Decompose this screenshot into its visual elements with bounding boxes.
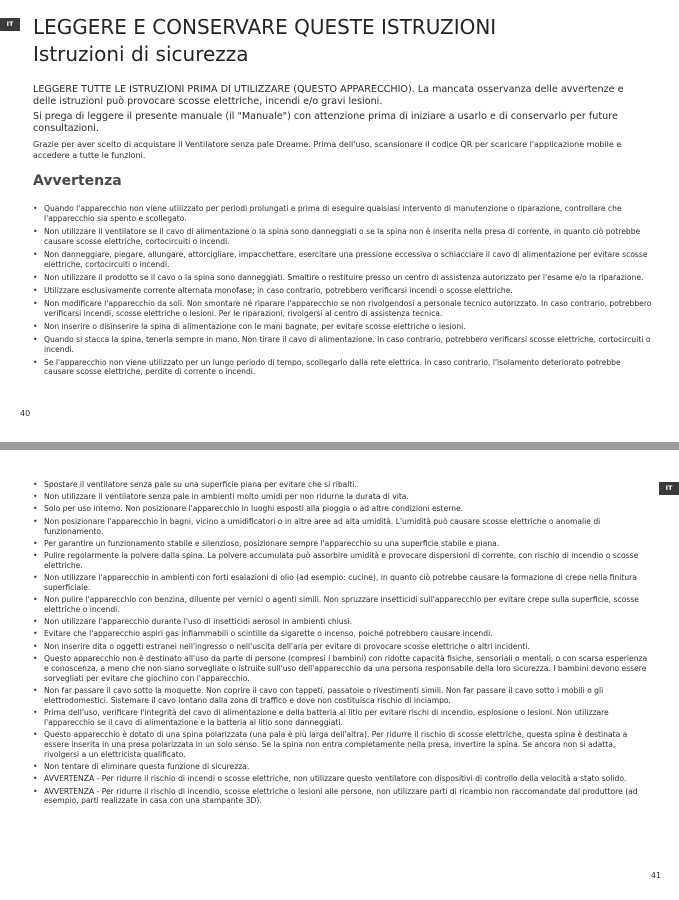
list-item: • Non pulire l'apparecchio con benzina, diluente per vernici o agenti simili. Non spruzzare insetticidi sull'apparecchio per evitare crepe sulla superficie, scosse elettriche o incendi. — [44, 595, 652, 615]
intro-paragraph-2: Si prega di leggere il presente manuale (il "Manuale") con attenzione prima di iniziare a usarlo e di conservarlo per future consultazioni. — [33, 111, 618, 134]
document-title: LEGGERE E CONSERVARE QUESTE ISTRUZIONI — [33, 15, 497, 39]
list-item: • Evitare che l'apparecchio aspiri gas infiammabili o scintille da sigarette o incenso, poiché potrebbero causare incendi. — [44, 629, 652, 639]
list-item: • Non utilizzare l'apparecchio durante l'uso di insetticidi aerosol in ambienti chiusi. — [44, 617, 652, 627]
list-item: • Quando si stacca la spina, tenerla sempre in mano. Non tirare il cavo di alimentazione. In caso contrario, potrebbero verificarsi scosse elettriche, cortocircuiti o incendi. — [44, 335, 652, 355]
list-item: • Non utilizzare il prodotto se il cavo o la spina sono danneggiati. Smaltire o restituire presso un centro di assistenza autorizzato per l'esame e/o la riparazione. — [44, 273, 652, 283]
list-item: • Non inserire o disinserire la spina di alimentazione con le mani bagnate, per evitare scosse elettriche o lesioni. — [44, 322, 652, 332]
list-item: • AVVERTENZA - Per ridurre il rischio di incendi o scosse elettriche, non utilizzare questo ventilatore con dispositivi di controllo della velocità a stato solido. — [44, 774, 652, 784]
page-divider — [0, 442, 679, 450]
list-item: • Solo per uso interno. Non posizionare l'apparecchio in luoghi esposti alla pioggia o ad altre condizioni esterne. — [44, 504, 652, 514]
list-item: • Non utilizzare il ventilatore se il cavo di alimentazione o la spina sono danneggiati o se la spina non è inserita nella presa di corrente, in quanto ciò potrebbe causare scosse elettriche, cortocircuiti o incendi. — [44, 227, 652, 247]
list-item: • Non inserire dita o oggetti estranei nell'ingresso o nell'uscita dell'aria per evitare di provocare scosse elettriche o altri incidenti. — [44, 642, 652, 652]
warning-heading: Avvertenza — [33, 173, 122, 189]
list-item: • Non danneggiare, piegare, allungare, attorcigliare, impacchettare, esercitare una pressione eccessiva o schiacciare il cavo di alimentazione per evitare scosse elettriche, cortocircuiti o incendi. — [44, 250, 652, 270]
list-item: • Non far passare il cavo sotto la moquette. Non coprire il cavo con tappeti, passatoie o rivestimenti simili. Non far passare il cavo sotto i mobili o gli elettrodomestici. Sistemare il cavo lontano dalla zona di traffico e dove non costituisca rischio di inciampo. — [44, 686, 652, 706]
list-item: • Questo apparecchio non è destinato all'uso da parte di persone (compresi i bambini) con ridotte capacità fisiche, sensoriali o mentali, o con scarsa esperienza e conoscenza, a meno che non siano sorvegliate o istruite sull'uso dell'apparecchio da una persona responsabile della loro sicurezza. I bambini devono essere sorvegliati per evitare che giochino con l'apparecchio. — [44, 654, 652, 684]
document-subtitle: Istruzioni di sicurezza — [33, 42, 249, 66]
language-tab: IT — [0, 18, 20, 31]
list-item: • Se l'apparecchio non viene utilizzato per un lungo periodo di tempo, scollegarlo dalla rete elettrica. In caso contrario, l'isolamento deteriorato potrebbe causare scosse elettriche, perdite di corrente o incendi. — [44, 358, 652, 378]
list-item: • AVVERTENZA - Per ridurre il rischio di incendio, scosse elettriche o lesioni alle persone, non utilizzare parti di ricambio non raccomandate dal produttore (ad esempio, parti realizzate in casa con una stampante 3D). — [44, 787, 652, 807]
list-item: • Per garantire un funzionamento stabile e silenzioso, posizionare sempre l'apparecchio su una superficie stabile e piana. — [44, 539, 652, 549]
list-item: • Non utilizzare l'apparecchio in ambienti con forti esalazioni di olio (ad esempio: cucine), in quanto ciò potrebbe causare la formazione di crepe nella finitura superficiale. — [44, 573, 652, 593]
list-item: • Pulire regolarmente la polvere dalla spina. La polvere accumulata può assorbire umidità e provocare dispersioni di corrente, con rischio di incendio o scosse elettriche. — [44, 551, 652, 571]
list-item: • Non posizionare l'apparecchio in bagni, vicino a umidificatori o in altre aree ad alta umidità. L'umidità può causare scosse elettriche o anomalie di funzionamento. — [44, 517, 652, 537]
intro-paragraph: LEGGERE TUTTE LE ISTRUZIONI PRIMA DI UTILIZZARE (QUESTO APPARECCHIO). La mancata osservanza delle avvertenze e delle istruzioni può provocare scosse elettriche, incendi e/o gravi lesioni. — [33, 84, 624, 107]
list-item: • Questo apparecchio è dotato di una spina polarizzata (una pala è più larga dell'altra). Per ridurre il rischio di scosse elettriche, questa spina è destinata a essere inserita in una presa polarizzata in un solo senso. Se la spina non entra completamente nella presa, invertire la spina. Se ancora non si adatta, rivolgersi a un elettricista qualificato. — [44, 730, 652, 760]
safety-list — [44, 480, 652, 809]
list-item: • Prima dell'uso, verificare l'integrità del cavo di alimentazione e della batteria al litio per evitare rischi di incendio, esplosione o lesioni. Non utilizzare l'apparecchio se il cavo di alimentazione e la batteria al litio sono danneggiati. — [44, 708, 652, 728]
intro-paragraph-3: Grazie per aver scelto di acquistare il Ventilatore senza pale Dreame. Prima dell'uso, scansionare il codice QR per scaricare l'applicazione mobile e accedere a tutte le funzioni. — [33, 140, 622, 160]
language-tab-right: IT — [659, 482, 679, 495]
list-item: • Non modificare l'apparecchio da soli. Non smontare né riparare l'apparecchio se non rivolgendosi a personale tecnico autorizzato. In caso contrario, potrebbero verificarsi incendi, scosse elettriche o lesioni. Per le riparazioni, rivolgersi al centro di assistenza tecnica. — [44, 299, 652, 319]
list-item: • Quando l'apparecchio non viene utilizzato per periodi prolungati e prima di eseguire qualsiasi intervento di manutenzione o riparazione, controllare che l'apparecchio sia spento e scollegato. — [44, 204, 652, 224]
page-number-right: 41 — [650, 871, 661, 880]
list-item: • Utilizzare esclusivamente corrente alternata monofase; in caso contrario, potrebbero verificarsi incendi o scosse elettriche. — [44, 286, 652, 296]
page-number-left: 40 — [20, 409, 31, 418]
list-item: • Spostare il ventilatore senza pale su una superficie piana per evitare che si ribalti. — [44, 480, 652, 490]
list-item: • Non tentare di eliminare questa funzione di sicurezza. — [44, 762, 652, 772]
list-item: • Non utilizzare il ventilatore senza pale in ambienti molto umidi per non ridurne la durata di vita. — [44, 492, 652, 502]
warning-list — [44, 204, 652, 380]
